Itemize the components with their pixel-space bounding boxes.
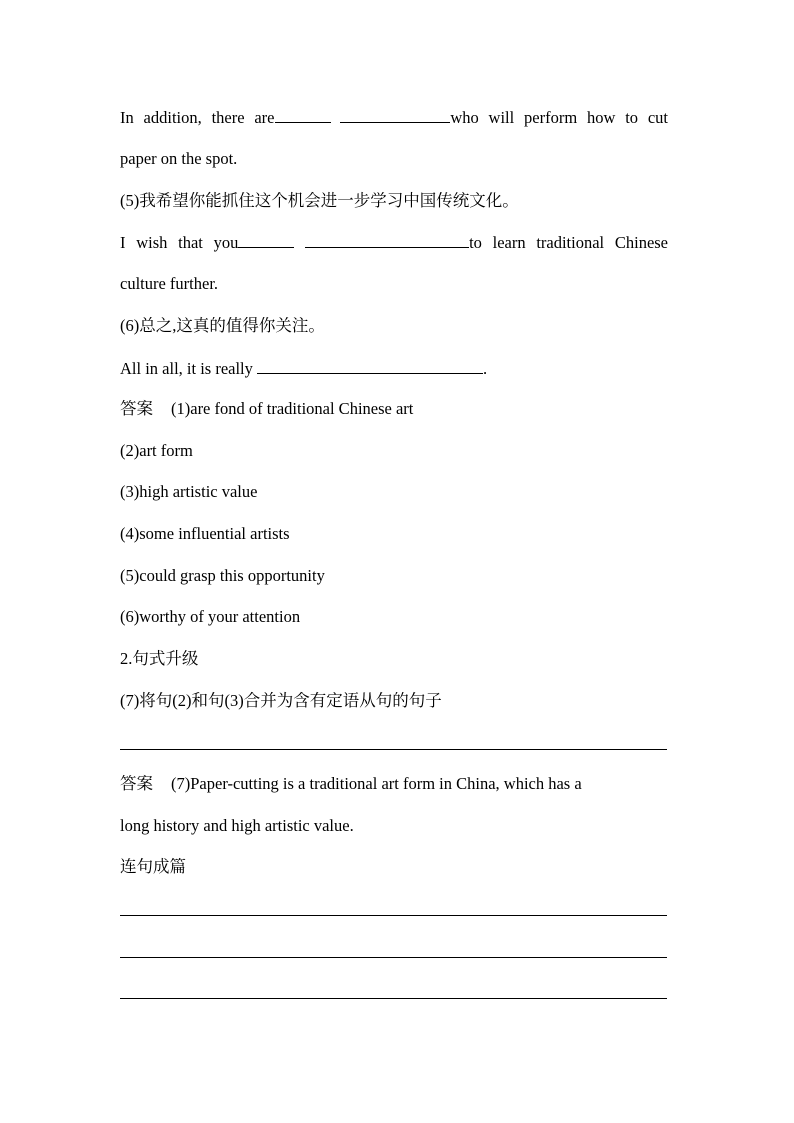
answer-item-1: (1)are fond of traditional Chinese art	[171, 399, 414, 418]
task5-text-before: I wish that you	[120, 233, 239, 252]
task6-text-before: All in all, it is really	[120, 359, 253, 378]
task5-blank-1	[238, 231, 294, 248]
task5-sentence	[120, 231, 668, 254]
task4-blank-2	[340, 106, 450, 123]
task6-prompt: (6)总之,这真的值得你关注。	[120, 316, 325, 335]
section3-heading: 连句成篇	[120, 857, 186, 876]
task6-sentence	[120, 357, 668, 380]
task5-prompt: (5)我希望你能抓住这个机会进一步学习中国传统文化。	[120, 191, 519, 210]
task5-sentence-cont: culture further.	[120, 274, 219, 293]
task7-answer-line	[120, 749, 667, 750]
task7-prompt: (7)将句(2)和句(3)合并为含有定语从句的句子	[120, 691, 442, 710]
answer7-text-2: long history and high artistic value.	[120, 816, 354, 835]
task4-blank-1	[275, 106, 331, 123]
task4-sentence	[120, 106, 668, 129]
answer-item-6: (6)worthy of your attention	[120, 607, 301, 626]
task4-text-after: who will perform how to cut	[450, 108, 668, 127]
task4-sentence-cont: paper on the spot.	[120, 149, 238, 168]
answers-first-line	[120, 398, 668, 420]
answer7-label: 答案	[120, 774, 153, 793]
task6-blank	[257, 357, 483, 374]
task4-text-before: In addition, there are	[120, 108, 275, 127]
answer7-first-line	[120, 773, 668, 795]
answer7-text-1: (7)Paper-cutting is a traditional art form in China, which has a	[171, 774, 582, 793]
answer-label: 答案	[120, 399, 153, 418]
answer-item-3: (3)high artistic value	[120, 482, 258, 501]
answer-item-4: (4)some influential artists	[120, 524, 290, 543]
answer-item-2: (2)art form	[120, 441, 193, 460]
writing-line-3	[120, 998, 667, 999]
answer-item-5: (5)could grasp this opportunity	[120, 566, 325, 585]
task5-blank-2	[305, 231, 469, 248]
writing-line-1	[120, 915, 667, 916]
section2-heading: 2.句式升级	[120, 649, 199, 668]
task5-text-after: to learn traditional Chinese	[469, 233, 669, 252]
writing-line-2	[120, 957, 667, 958]
task6-text-after: .	[483, 359, 488, 378]
